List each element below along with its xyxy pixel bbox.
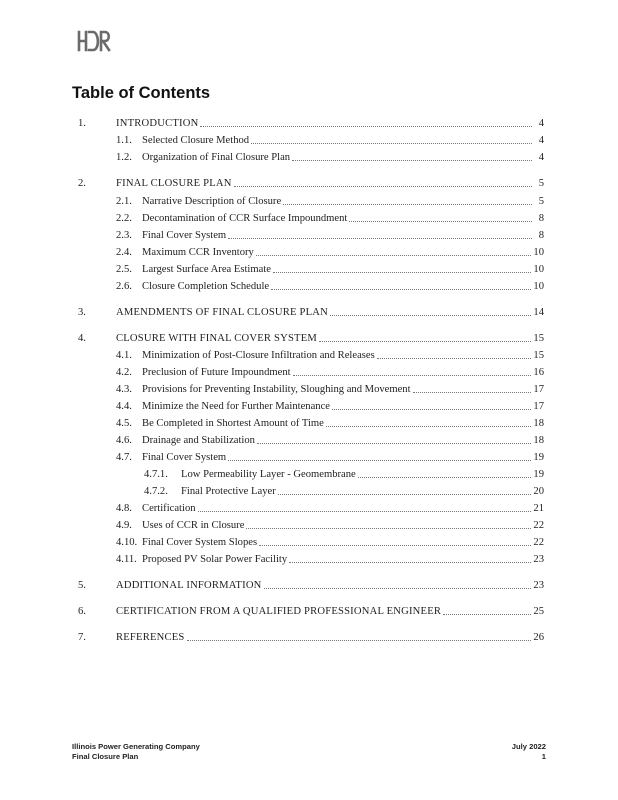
dot-leader [273,272,531,273]
toc-label: FINAL CLOSURE PLAN [116,178,232,189]
toc-label: Final Protective Layer [181,486,276,497]
toc-section[interactable] [78,332,544,345]
toc-label: Selected Closure Method [142,135,250,146]
dot-leader [251,143,532,144]
toc-number: 4.2. [116,367,132,378]
toc-subsection[interactable] [116,151,544,164]
toc-label: Narrative Description of Closure [142,196,282,207]
toc-subsection[interactable] [144,485,544,498]
toc-label: Drainage and Stabilization [142,435,255,446]
footer-company: Illinois Power Generating Company [72,742,200,751]
toc-label: Final Cover System [142,230,227,241]
toc-subsection[interactable] [116,263,544,276]
toc-page-number: 14 [533,307,544,318]
dot-leader [257,443,531,444]
dot-leader [228,460,531,461]
toc-number: 4.10. [116,537,138,548]
toc-page-number: 16 [533,367,544,378]
toc-number: 3. [78,307,86,318]
toc-subsection[interactable] [144,468,544,481]
toc-subsection[interactable] [116,246,544,259]
toc-label: Organization of Final Closure Plan [142,152,291,163]
toc-page-number: 18 [533,418,544,429]
toc-number: 4.9. [116,520,132,531]
toc-page-number: 10 [533,247,544,258]
toc-subsection[interactable] [116,383,544,396]
toc-subsection[interactable] [116,366,544,379]
toc-label: Closure Completion Schedule [142,281,270,292]
toc-label: CLOSURE WITH FINAL COVER SYSTEM [116,333,318,344]
toc-number: 1.2. [116,152,132,163]
toc-page-number: 22 [533,520,544,531]
toc-page-number: 10 [533,281,544,292]
toc-number: 2.5. [116,264,132,275]
dot-leader [330,315,531,316]
toc-page-number: 5 [538,196,544,207]
toc-number: 2.6. [116,281,132,292]
dot-leader [278,494,532,495]
toc-label: Maximum CCR Inventory [142,247,254,258]
toc-label: INTRODUCTION [116,118,199,129]
toc-page-number: 26 [533,632,544,643]
toc-page-number: 23 [533,554,544,565]
toc-number: 4.1. [116,350,132,361]
toc-label: Final Cover System Slopes [142,537,258,548]
dot-leader [292,160,532,161]
toc-subsection[interactable] [116,553,544,566]
toc-number: 2.1. [116,196,132,207]
toc-number: 4.3. [116,384,132,395]
toc-page-number: 17 [533,384,544,395]
toc-page-number: 4 [538,152,544,163]
toc-label: CERTIFICATION FROM A QUALIFIED PROFESSIONAL ENGINEER [116,606,442,617]
dot-leader [349,221,532,222]
toc-label: Uses of CCR in Closure [142,520,245,531]
toc-section[interactable] [78,579,544,592]
dot-leader [246,528,531,529]
dot-leader [283,204,532,205]
toc-number: 4.11. [116,554,137,565]
dot-leader [326,426,532,427]
toc-page-number: 8 [538,213,544,224]
toc-section[interactable] [78,177,544,190]
toc-page-number: 21 [533,503,544,514]
dot-leader [234,186,532,187]
toc-subsection[interactable] [116,195,544,208]
toc-number: 2.4. [116,247,132,258]
toc-number: 4.6. [116,435,132,446]
toc-subsection[interactable] [116,280,544,293]
dot-leader [259,545,531,546]
toc-label: Final Cover System [142,452,227,463]
toc-number: 4.8. [116,503,132,514]
dot-leader [271,289,531,290]
dot-leader [264,588,532,589]
toc-subsection[interactable] [116,400,544,413]
footer-date: July 2022 [511,742,546,751]
toc-page-number: 23 [533,580,544,591]
toc-number: 7. [78,632,86,643]
toc-page-number: 17 [533,401,544,412]
toc-section[interactable] [78,605,544,618]
toc-page-number: 4 [538,118,544,129]
dot-leader [332,409,531,410]
dot-leader [200,126,532,127]
toc-label: REFERENCES [116,632,185,643]
toc-subsection[interactable] [116,349,544,362]
toc-section[interactable] [78,117,544,130]
dot-leader [377,358,532,359]
dot-leader [293,375,532,376]
toc-label: Provisions for Preventing Instability, Sloughing and Movement [142,384,411,395]
toc-label: ADDITIONAL INFORMATION [116,580,262,591]
toc-subsection[interactable] [116,434,544,447]
toc-label: Largest Surface Area Estimate [142,264,271,275]
toc-number: 4.7. [116,452,132,463]
toc-section[interactable] [78,306,544,319]
toc-page-number: 22 [533,537,544,548]
toc-label: Proposed PV Solar Power Facility [142,554,288,565]
dot-leader [187,640,532,641]
toc-page-number: 4 [538,135,544,146]
dot-leader [319,341,531,342]
toc-page-number: 10 [533,264,544,275]
dot-leader [198,511,532,512]
toc-label: AMENDMENTS OF FINAL CLOSURE PLAN [116,307,329,318]
toc-number: 5. [78,580,86,591]
toc-page-number: 25 [533,606,544,617]
dot-leader [413,392,532,393]
toc-label: Minimization of Post-Closure Infiltration and Releases [142,350,375,361]
page-title: Table of Contents [72,84,211,102]
toc-page-number: 18 [533,435,544,446]
toc-number: 1.1. [116,135,132,146]
toc-page-number: 19 [533,469,544,480]
toc-number: 4.5. [116,418,132,429]
toc-page-number: 20 [533,486,544,497]
toc-number: 6. [78,606,86,617]
toc-label: Preclusion of Future Impoundment [142,367,291,378]
dot-leader [228,238,532,239]
dot-leader [256,255,532,256]
toc-subsection[interactable] [116,536,544,549]
footer-page-number: 1 [541,752,546,761]
toc-subsection[interactable] [116,134,544,147]
toc-subsection[interactable] [116,519,544,532]
toc-number: 4. [78,333,86,344]
toc-label: Be Completed in Shortest Amount of Time [142,418,324,429]
toc-number: 4.7.1. [144,469,168,480]
toc-page-number: 19 [533,452,544,463]
toc-page-number: 15 [533,350,544,361]
toc-page-number: 8 [538,230,544,241]
toc-label: Certification [142,503,196,514]
toc-label: Low Permeability Layer - Geomembrane [181,469,356,480]
toc-number: 2. [78,178,86,189]
toc-number: 1. [78,118,86,129]
toc-number: 2.2. [116,213,132,224]
toc-subsection[interactable] [116,451,544,464]
toc-page-number: 15 [533,333,544,344]
toc-label: Decontamination of CCR Surface Impoundment [142,213,348,224]
toc-label: Minimize the Need for Further Maintenance [142,401,330,412]
toc-section[interactable] [78,631,544,644]
toc-subsection[interactable] [116,417,544,430]
toc-number: 2.3. [116,230,132,241]
toc-page-number: 5 [538,178,544,189]
toc-subsection[interactable] [116,212,544,225]
dot-leader [289,562,531,563]
toc-subsection[interactable] [116,502,544,515]
dot-leader [358,477,532,478]
dot-leader [443,614,531,615]
toc-number: 4.7.2. [144,486,168,497]
toc-number: 4.4. [116,401,132,412]
toc-subsection[interactable] [116,229,544,242]
footer-document: Final Closure Plan [72,752,139,761]
